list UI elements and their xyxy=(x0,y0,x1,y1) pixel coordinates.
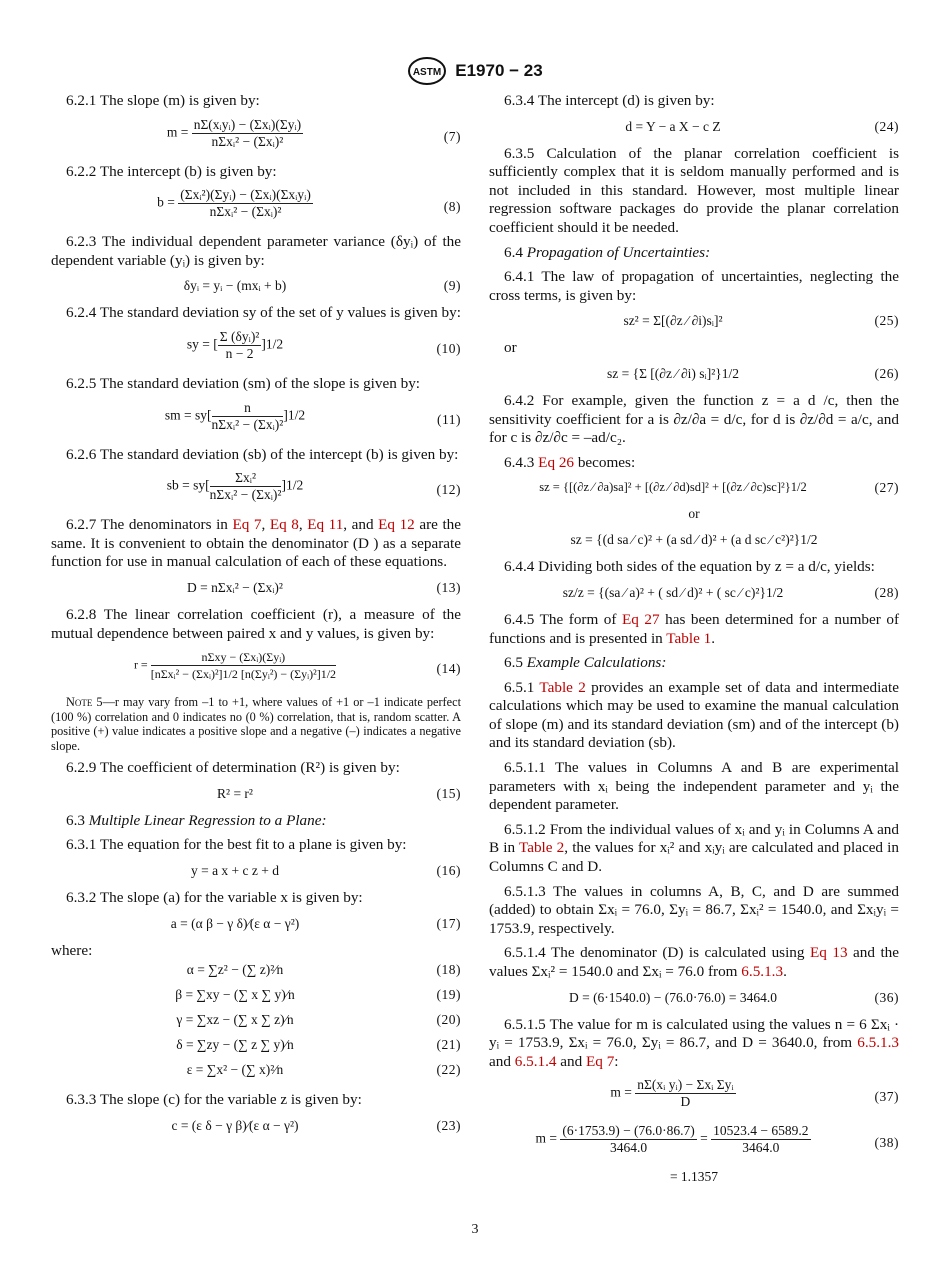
link-eq-12[interactable]: Eq 12 xyxy=(378,516,415,534)
para-6-2-9: 6.2.9 The coefficient of determination (R²) is given by: xyxy=(66,759,400,777)
right-column xyxy=(489,92,899,1193)
link-6-5-1-4[interactable]: 6.5.1.4 xyxy=(514,1052,557,1070)
or-label-2: or xyxy=(688,506,700,522)
equation-10: sy = [ $\frac{\text{Σ (δyᵢ)²}}{n - 2}$ ]1/2 (10) xyxy=(186,328,461,361)
equation-36: D = (6·1540.0) − (76.0·76.0) = 3464.0 (36) xyxy=(568,989,899,1005)
page-header xyxy=(0,56,950,86)
para-6-3-1: 6.3.1 The equation for the best fit to a plane is given by: xyxy=(66,836,407,854)
or-label-1: or xyxy=(504,339,517,357)
link-table-2b[interactable]: Table 2 xyxy=(518,839,565,857)
link-eq-8[interactable]: Eq 8 xyxy=(269,516,299,534)
link-eq-7[interactable]: Eq 7 xyxy=(232,516,262,534)
equation-16: y = a x + c z + d (16) xyxy=(190,862,461,878)
link-eq-27[interactable]: Eq 27 xyxy=(622,610,660,628)
note-5: Note 5—r may vary from –1 to +1, where values of +1 or –1 indicate perfect (100 %) correlation and 0 indicates no (0 %) correlation, that is, random scatter. A positive (+) value indicates a positive slope and a negative (–) indicates a negative slope. xyxy=(51,695,461,753)
para-6-2-3: 6.2.3 The individual dependent parameter variance (δyᵢ) of the dependent variable (yᵢ) is given by: xyxy=(51,233,461,269)
para-6-5-1-5: 6.5.1.5 The value for m is calculated using the values n = 6 Σxᵢ · yᵢ = 1753.9, Σxᵢ = 76.0, Σyᵢ = 86.7, and D = 3640.0, from 6.5.1.3 and 6.5.1.4 and Eq 7: xyxy=(489,1015,899,1070)
equation-19: β = ∑xy − (∑ x ∑ y)⁄n (19) xyxy=(175,987,461,1003)
para-6-3-2: 6.3.2 The slope (a) for the variable x is given by: xyxy=(66,888,363,906)
link-6-5-1-3[interactable]: 6.5.1.3 xyxy=(741,963,784,980)
svg-text:ASTM: ASTM xyxy=(413,67,442,78)
equation-22: ε = ∑x² − (∑ x)²⁄n (22) xyxy=(186,1062,461,1078)
link-6-5-1-3b[interactable]: 6.5.1.3 xyxy=(857,1034,899,1052)
section-6-4-heading: 6.4 Propagation of Uncertainties: xyxy=(504,243,711,261)
equation-28: sz/z = {(sa ⁄ a)² + ( sd ⁄ d)² + ( sc ⁄ c)²}1/2 (28) xyxy=(562,584,899,600)
para-6-3-3: 6.3.3 The slope (c) for the variable z is given by: xyxy=(66,1091,362,1109)
equation-12: sb = sy[ $\frac{\text{Σxᵢ²}}{\text{nΣxᵢ² − (Σxᵢ)²}}$ ]1/2 (12) xyxy=(166,470,461,503)
para-6-4-2: 6.4.2 For example, given the function z = a d /c, then the sensitivity coefficient for a is ∂z/∂a = d/c, for d is ∂z/∂d = a/c, and for c is ∂z/∂c = –ad/c₂. xyxy=(489,391,899,447)
para-6-2-1: 6.2.1 The slope (m) is given by: xyxy=(66,92,260,109)
para-6-5-1-1: 6.5.1.1 The values in Columns A and B are experimental parameters with xᵢ being the independent parameter and yᵢ the dependent parameter. xyxy=(489,759,899,814)
para-6-2-5: 6.2.5 The standard deviation (sm) of the slope is given by: xyxy=(66,374,421,392)
standard-designation: E1970 − 23 xyxy=(455,61,543,80)
para-6-2-6: 6.2.6 The standard deviation (sb) of the intercept (b) is given by: xyxy=(66,445,459,463)
para-6-2-4: 6.2.4 The standard deviation sy of the set of y values is given by: xyxy=(66,304,461,322)
para-6-2-2: 6.2.2 The intercept (b) is given by: xyxy=(66,162,277,180)
para-6-5-1-3: 6.5.1.3 The values in columns A, B, C, and D are summed (added) to obtain Σxᵢ = 76.0, Σyᵢ = 86.7, Σxᵢ² = 1540.0, and Σxᵢyᵢ = 1753.9, respectively. xyxy=(489,882,899,937)
equation-14: r = $\frac{\text{nΣxy − (Σxᵢ)(Σyᵢ)}}{\text{[nΣxᵢ² − (Σxᵢ)²]1/2 [n(Σyᵢ²) − (Σyᵢ)²]1/2}}$ (14) xyxy=(133,650,461,682)
para-6-2-7: 6.2.7 The denominators in Eq 7, Eq 8, Eq 11, and Eq 12 are the same. It is convenient to obtain the denominator (D ) as a separate function for use in manual calculation of each of these equations. xyxy=(51,516,461,571)
equation-11: sm = sy[ $\frac{n}{\text{nΣxᵢ² − (Σxᵢ)²}}$ ]1/2 (11) xyxy=(164,399,461,432)
para-6-3-5: 6.3.5 Calculation of the planar correlation coefficient is sufficiently complex that it is seldom manually performed and is not included in this standard. However, most multiple linear regression software packages do provide the planar correlation coefficient should it be needed. xyxy=(489,144,899,236)
equation-38-result: = 1.1357 xyxy=(669,1169,719,1185)
equation-15: R² = r² (15) xyxy=(217,785,461,801)
equation-17: a = (α β − γ δ)⁄(ε α − γ²) (17) xyxy=(170,915,461,931)
equation-21: δ = ∑zy − (∑ z ∑ y)⁄n (21) xyxy=(176,1037,461,1053)
equation-27: sz = {[(∂z ⁄ ∂a)sa]² + [(∂z ⁄ ∂d)sd]² + [(∂z ⁄ ∂c)sc]²}1/2 (27) xyxy=(539,480,899,496)
equation-37: m = $\frac{\text{nΣ(xᵢ yᵢ) − Σxᵢ Σyᵢ}}{D}$ (37) xyxy=(610,1077,899,1110)
page-number: 3 xyxy=(471,1222,479,1237)
para-6-4-1: 6.4.1 The law of propagation of uncertainties, neglecting the cross terms, is given by: xyxy=(489,268,899,304)
para-6-5-1: 6.5.1 Table 2 provides an example set of data and intermediate calculations which may be used to examine the manual calculation of slope (m) and its standard deviation (sm) and of the intercept (b) and its standard deviation (sb). xyxy=(489,678,899,752)
section-6-3-heading: 6.3 Multiple Linear Regression to a Plane: xyxy=(66,811,327,829)
equation-23: c = (ε δ − γ β)⁄(ε α − γ²) (23) xyxy=(171,1117,461,1133)
equation-7: m = $\frac{\text{nΣ(xᵢyᵢ) − (Σxᵢ)(Σyᵢ)}}{\text{nΣxᵢ² − (Σxᵢ)²}}$ (7) xyxy=(166,116,461,149)
para-6-4-3: 6.4.3 Eq 26 becomes: xyxy=(504,453,636,471)
left-column xyxy=(51,92,461,1144)
para-6-2-8: 6.2.8 The linear correlation coefficient (r), a measure of the mutual dependence between paired x and y values, is given by: xyxy=(51,605,461,642)
link-eq-13[interactable]: Eq 13 xyxy=(809,944,848,962)
equation-25: sz² = Σ[(∂z ⁄ ∂i)sᵢ]² (25) xyxy=(623,313,899,329)
para-6-4-4: 6.4.4 Dividing both sides of the equation by z = a d/c, yields: xyxy=(504,558,875,576)
equation-26: sz = {Σ [(∂z ⁄ ∂i) sᵢ]²}1/2 (26) xyxy=(606,365,899,381)
equation-9: δyᵢ = yᵢ − (mxᵢ + b) (9) xyxy=(183,278,461,294)
link-eq-11[interactable]: Eq 11 xyxy=(307,516,344,534)
para-6-3-4: 6.3.4 The intercept (d) is given by: xyxy=(504,92,715,109)
link-table-1[interactable]: Table 1 xyxy=(666,629,712,647)
equation-18: α = ∑z² − (∑ z)²⁄n (18) xyxy=(186,962,461,978)
para-6-5-1-2: 6.5.1.2 From the individual values of xᵢ and yᵢ in Columns A and B in Table 2, the values for xᵢ² and xᵢyᵢ are calculated and placed in Columns C and D. xyxy=(489,820,899,876)
where-label: where: xyxy=(51,941,93,959)
equation-38: m = $\frac{(6\cdot 1753.9) - (76.0\cdot 86.7)}{3464.0}$ = $\frac{10523.4 - 6589.2}{3464.0}$ (38) xyxy=(535,1123,899,1156)
equation-24: d = Y − a X − c Z (24) xyxy=(625,118,899,134)
para-6-5-1-4: 6.5.1.4 The denominator (D) is calculated using Eq 13 and the values Σxᵢ² = 1540.0 and Σxᵢ = 76.0 from 6.5.1.3. xyxy=(489,944,900,980)
link-eq-26[interactable]: Eq 26 xyxy=(538,453,575,471)
section-6-5-heading: 6.5 Example Calculations: xyxy=(504,654,667,672)
equation-27b: sz = {(d sa ⁄ c)² + (a sd ⁄ d)² + (a d sc ⁄ c²)²}1/2 xyxy=(570,532,818,548)
astm-logo-icon xyxy=(407,56,447,86)
equation-13: D = nΣxᵢ² − (Σxᵢ)² (13) xyxy=(187,579,461,595)
equation-20: γ = ∑xz − (∑ x ∑ z)⁄n (20) xyxy=(176,1012,461,1028)
equation-8: b = $\frac{\text{(Σxᵢ²)(Σyᵢ) − (Σxᵢ)(Σxᵢyᵢ)}}{\text{nΣxᵢ² − (Σxᵢ)²}}$ (8) xyxy=(157,187,461,220)
link-table-2[interactable]: Table 2 xyxy=(539,678,586,696)
para-6-4-5: 6.4.5 The form of Eq 27 has been determined for a number of functions and is presented in Table 1. xyxy=(489,610,899,647)
link-eq-7b[interactable]: Eq 7 xyxy=(586,1052,615,1070)
